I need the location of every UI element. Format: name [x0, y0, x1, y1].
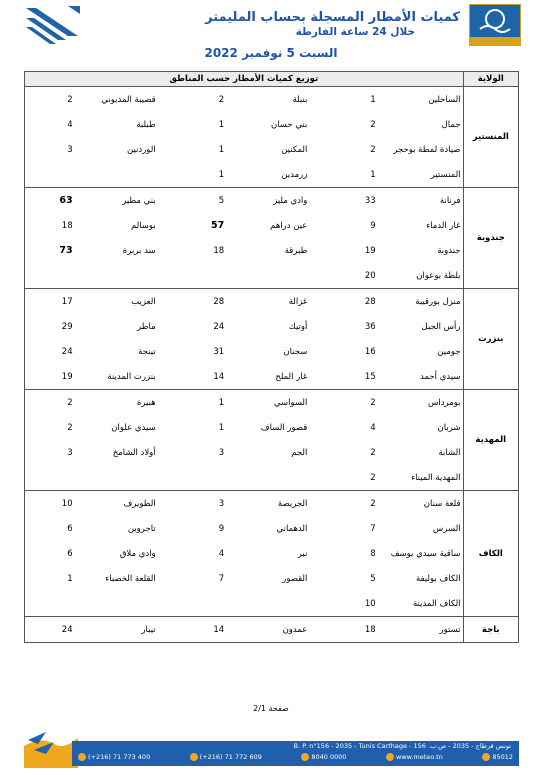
station-name: [75, 591, 158, 617]
rainfall-value: 3: [25, 137, 75, 162]
station-name: قصيبة المديوني: [75, 87, 158, 113]
page-number: صفحة 2/1: [253, 704, 289, 713]
rainfall-value: 36: [364, 321, 376, 332]
rainfall-value: 29: [25, 314, 75, 339]
rainfall-value: 1: [218, 422, 225, 433]
rainfall-value: 2: [158, 87, 227, 113]
table-row: [25, 87, 519, 113]
station-name: شربان: [437, 422, 461, 433]
rainfall-value: 1: [25, 566, 75, 591]
rainfall-value: 57: [210, 220, 225, 231]
governorate-name: الكاف: [463, 491, 518, 617]
governorate-name: المنستير: [463, 87, 518, 188]
station-name: جندوبة: [437, 245, 461, 256]
table-row: [25, 112, 519, 137]
station-name: فرنانة: [378, 188, 463, 214]
table-row: [25, 541, 519, 566]
rainfall-value: 4: [218, 548, 225, 559]
rainfall-value: 14: [213, 371, 225, 382]
station-name: المنستير: [430, 169, 461, 180]
sms-icon: [482, 753, 490, 761]
rainfall-value: [25, 465, 75, 491]
station-name: ساقية سيدي يوسف: [390, 548, 461, 559]
rainfall-value: 7: [218, 573, 225, 584]
station-name: سيدي علوان: [111, 422, 156, 433]
footer: [24, 730, 519, 768]
station-name: منزل بورقيبة: [378, 289, 463, 315]
fax-icon: [190, 753, 198, 761]
rainfall-value: 2: [25, 390, 75, 416]
rainfall-value: 4: [25, 112, 75, 137]
governorate-name: المهدية: [463, 390, 518, 491]
sms-number: 85012: [492, 753, 513, 761]
document-title: كميات الأمطار المسجلة بحساب المليمتر: [205, 10, 460, 25]
rainfall-value: 2: [370, 119, 376, 130]
rainfall-value: 4: [370, 422, 376, 433]
station-name: صيادة لمطة بوحجر: [393, 144, 461, 155]
rainfall-value: 14: [158, 617, 227, 643]
station-name: تستور: [378, 617, 463, 643]
rainfall-value: 3: [158, 491, 227, 517]
station-name: قصور الساف: [260, 422, 308, 433]
rainfall-value: 73: [25, 238, 75, 263]
station-name: رأس الجبل: [421, 321, 461, 332]
rainfall-value: 24: [213, 321, 225, 332]
hotline-contact: [301, 753, 346, 761]
station-name: المكنين: [281, 144, 308, 155]
station-name: أوتيك: [288, 321, 308, 332]
governorate-name: باجة: [463, 617, 518, 643]
rainfall-value: 1: [158, 390, 227, 416]
station-name: الجريصة: [226, 491, 309, 517]
station-name: وادي ملاق: [119, 548, 156, 559]
rainfall-value: 28: [309, 289, 377, 315]
rainfall-value: 7: [370, 523, 376, 534]
station-name: جومين: [437, 346, 461, 357]
table-row: [25, 617, 519, 643]
governorate-header: الولاية: [463, 72, 518, 87]
document-subtitle: خلال 24 ساعة الفارطة: [295, 26, 415, 38]
rainfall-value: 6: [25, 516, 75, 541]
inm-logo-left: [22, 6, 82, 46]
station-name: بلطة بوعوان: [416, 270, 461, 281]
table-row: [25, 491, 519, 517]
distribution-header: توزيع كميات الأمطار حسب المناطق: [25, 72, 464, 87]
table-row: [25, 213, 519, 238]
station-name: عمدون: [226, 617, 309, 643]
station-name: الدهماني: [276, 523, 308, 534]
station-name: الطويرف: [75, 491, 158, 517]
station-name: السرس: [432, 523, 461, 534]
rainfall-value: 5: [158, 188, 227, 214]
station-name: غزالة: [226, 289, 309, 315]
hotline-number: 8040 0000: [311, 753, 347, 761]
rainfall-value: 28: [158, 289, 227, 315]
table-row: [25, 465, 519, 491]
rainfall-value: 16: [364, 346, 376, 357]
rainfall-value: 9: [218, 523, 225, 534]
governorate-name: جندوبة: [463, 188, 518, 289]
station-name: [226, 263, 309, 289]
rainfall-value: 19: [25, 364, 75, 390]
rainfall-value: 20: [364, 270, 376, 281]
station-name: غار الدماء: [426, 220, 461, 231]
rainfall-value: 2: [370, 144, 376, 155]
rainfall-value: [158, 465, 227, 491]
station-name: غار الملح: [275, 371, 308, 382]
table-row: [25, 188, 519, 214]
station-name: الكاف المدينة: [412, 598, 461, 609]
station-name: سيدي أحمد: [420, 371, 461, 382]
station-name: قلعة سنان: [378, 491, 463, 517]
rainfall-value: 3: [218, 447, 225, 458]
station-name: بني مطير: [75, 188, 158, 214]
rainfall-value: 8: [370, 548, 376, 559]
station-name: طبرقة: [284, 245, 308, 256]
fax-contact: [190, 753, 262, 761]
station-name: [226, 591, 309, 617]
rainfall-value: 2: [309, 491, 377, 517]
fax-number: (+216) 71 772 609: [199, 753, 262, 761]
table-row: [25, 162, 519, 188]
governorate-name: بنزرت: [463, 289, 518, 390]
rainfall-value: 63: [25, 188, 75, 214]
rainfall-value: 10: [25, 491, 75, 517]
sms-contact: [482, 753, 513, 761]
station-name: الشابة: [438, 447, 461, 458]
station-name: بنبلة: [226, 87, 309, 113]
rainfall-value: 1: [218, 169, 225, 180]
website-link: www.meteo.tn: [395, 753, 443, 761]
station-name: [75, 162, 158, 188]
rainfall-value: 2: [309, 390, 377, 416]
footer-address: B. P. n°156 - 2035 - Tunis Carthage - تونس قرطاج - 2035 - ص.ب. 156: [293, 742, 511, 750]
station-name: المهدية الميناء: [411, 472, 461, 483]
rainfall-value: 9: [370, 220, 376, 231]
phone-number: (+216) 71 773 400: [88, 753, 151, 761]
station-name: ماطر: [137, 321, 156, 332]
table-row: [25, 314, 519, 339]
rainfall-value: 2: [25, 415, 75, 440]
footer-band: [72, 741, 519, 766]
station-name: [75, 263, 158, 289]
rainfall-value: 15: [364, 371, 376, 382]
report-date: السبت 5 نوفمبر 2022: [204, 46, 338, 60]
table-row: [25, 415, 519, 440]
rainfall-value: 3: [25, 440, 75, 465]
hotline-icon: [301, 753, 309, 761]
table-row: [25, 440, 519, 465]
rainfall-value: 5: [370, 573, 376, 584]
table-row: [25, 390, 519, 416]
station-name: عين دراهم: [270, 220, 308, 231]
station-name: زرمدين: [281, 169, 308, 180]
footer-wave-graphic: [24, 730, 78, 768]
footer-contacts: [78, 753, 513, 761]
station-name: السواسي: [226, 390, 309, 416]
rainfall-value: 2: [25, 87, 75, 113]
rainfall-value: [25, 263, 75, 289]
station-name: تيبار: [75, 617, 158, 643]
phone-contact: [78, 753, 150, 761]
station-name: [75, 465, 158, 491]
station-name: الوردنين: [127, 144, 156, 155]
table-row: [25, 364, 519, 390]
rainfall-value: [25, 591, 75, 617]
rainfall-value: [25, 162, 75, 188]
rainfall-value: 18: [309, 617, 377, 643]
rainfall-value: 33: [309, 188, 377, 214]
station-name: بنزرت المدينة: [107, 371, 156, 382]
station-name: سجنان: [283, 346, 308, 357]
station-name: العزيب: [75, 289, 158, 315]
station-name: بوسالم: [130, 220, 156, 231]
table-row: [25, 137, 519, 162]
table-row: [25, 289, 519, 315]
table-row: [25, 516, 519, 541]
station-name: بني حسان: [270, 119, 308, 130]
rainfall-value: 24: [25, 339, 75, 364]
station-name: الساحلين: [378, 87, 463, 113]
rainfall-value: 1: [309, 87, 377, 113]
rainfall-value: 2: [370, 447, 376, 458]
station-name: بومرداس: [378, 390, 463, 416]
station-name: الكاف بوليفة: [416, 573, 461, 584]
table-row: [25, 263, 519, 289]
station-name: تينجة: [138, 346, 156, 357]
station-name: أولاد الشامخ: [112, 447, 156, 458]
rainfall-value: 2: [370, 472, 376, 483]
rainfall-value: 6: [25, 541, 75, 566]
rainfall-value: 24: [25, 617, 75, 643]
rainfall-value: 18: [25, 213, 75, 238]
rainfall-value: 1: [218, 119, 225, 130]
station-name: سد بربرة: [122, 245, 156, 256]
station-name: وادي مليز: [226, 188, 309, 214]
rainfall-value: 18: [213, 245, 225, 256]
station-name: هبيرة: [75, 390, 158, 416]
station-name: [226, 465, 309, 491]
rainfall-table: [24, 71, 519, 643]
table-row: [25, 566, 519, 591]
station-name: جمال: [441, 119, 461, 130]
rainfall-value: 19: [364, 245, 376, 256]
table-row: [25, 591, 519, 617]
station-name: الجم: [291, 447, 308, 458]
website-contact: [386, 753, 443, 761]
table-row: [25, 238, 519, 263]
station-name: طبلبة: [136, 119, 156, 130]
rainfall-value: 17: [25, 289, 75, 315]
table-row: [25, 339, 519, 364]
rainfall-value: 31: [213, 346, 225, 357]
rainfall-value: 1: [218, 144, 225, 155]
rainfall-value: 10: [364, 598, 376, 609]
globe-icon: [386, 753, 394, 761]
rainfall-value: [158, 263, 227, 289]
phone-icon: [78, 753, 86, 761]
station-name: تاجروين: [127, 523, 156, 534]
inm-emblem-logo: [469, 4, 521, 46]
station-name: نبر: [297, 548, 308, 559]
rainfall-value: [158, 591, 227, 617]
station-name: القصور: [282, 573, 308, 584]
rainfall-value: 1: [370, 169, 376, 180]
station-name: القلعة الخصباء: [105, 573, 156, 584]
